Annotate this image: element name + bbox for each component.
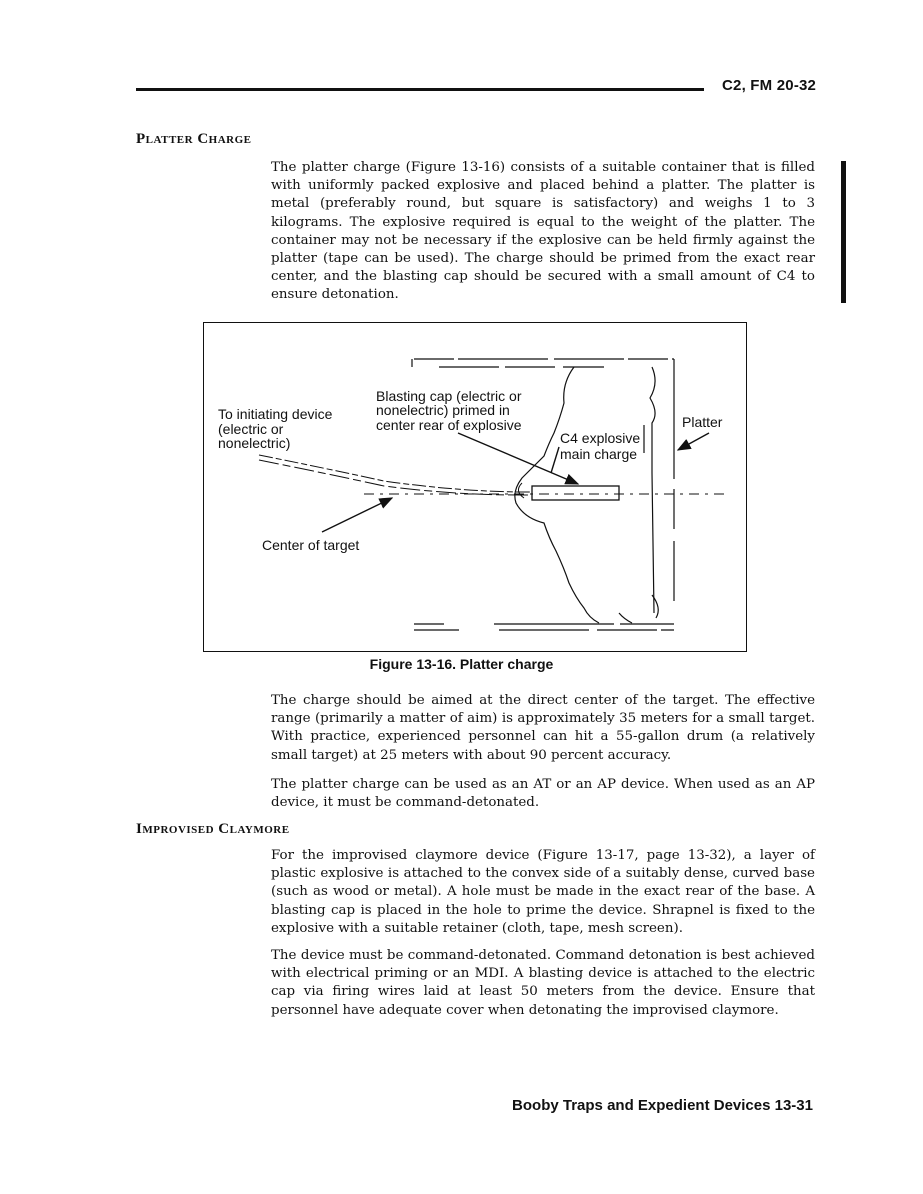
paragraph-claymore-description: For the improvised claymore device (Figure 13-17, page 13-32), a layer of plastic explosive is attached to the convex side of a suitably dense, curved base (such as wood or metal). A hole must be made in the exact rear of the base. A blasting cap is placed in the hole to prime the device. Shrapnel is fixed to the explosive with a suitable retainer (cloth, tape, mesh screen). [271,848,815,936]
label-center-of-target: Center of target [262,537,360,553]
label-c4-line2: main charge [560,446,638,462]
paragraph-platter-description: The platter charge (Figure 13-16) consists of a suitable container that is filled with uniformly packed explosive and placed behind a platter. The platter is metal (preferably round, but square is satisfactory) and weighs 1 to 3 kilograms. The explosive required is equal to the weight of the platter. The container may not be necessary if the explosive can be held firmly against the platter (tape can be used). The charge should be primed from the exact rear center, and the blasting cap should be secured with a small amount of C4 to ensure detonation. [271,160,815,303]
figure-caption: Figure 13-16. Platter charge [369,656,554,672]
label-platter: Platter [682,414,723,430]
section-title-platter-charge: Platter Charge [136,131,252,147]
arrow-to-platter [678,433,709,450]
section-title-improvised-claymore: Improvised Claymore [136,821,290,837]
paragraph-aiming: The charge should be aimed at the direct center of the target. The effective range (primarily a matter of aim) is approximately 35 meters for a small target. With practice, experienced personnel can hit a 55-gallon drum (a relatively small target) at 25 meters with about 90 percent accuracy. [271,693,815,763]
label-blasting-cap-line2: nonelectric) primed in [376,402,510,418]
label-blasting-cap-line1: Blasting cap (electric or [376,388,522,404]
label-initiating-device-line1: To initiating device [218,406,333,422]
document-code: C2, FM 20-32 [722,77,817,94]
paragraph-claymore-detonation: The device must be command-detonated. Command detonation is best achieved with electrical priming or an MDI. A blasting device is attached to the electric cap via firing wires laid at least 50 meters from the device. Ensure that personnel have adequate cover when detonating the improvised claymore. [271,948,815,1018]
platter-plate [644,367,658,618]
label-blasting-cap-line3: center rear of explosive [376,417,522,433]
label-initiating-device-line3: nonelectric) [218,435,291,451]
paragraph-at-ap-use: The platter charge can be used as an AT or an AP device. When used as an AP device, it must be command-detonated. [271,777,815,811]
figure-platter-charge [203,322,747,652]
label-initiating-device-line2: (electric or [218,421,284,437]
firing-wire [259,455,532,498]
page-footer: Booby Traps and Expedient Devices 13-31 [512,1097,813,1114]
arrow-to-charge [551,447,559,473]
change-bar [841,161,846,303]
arrow-to-center [322,498,392,532]
header-rule [136,88,704,91]
platter-charge-diagram [204,323,746,651]
label-c4-line1: C4 explosive [560,430,641,446]
blasting-cap [532,486,619,500]
